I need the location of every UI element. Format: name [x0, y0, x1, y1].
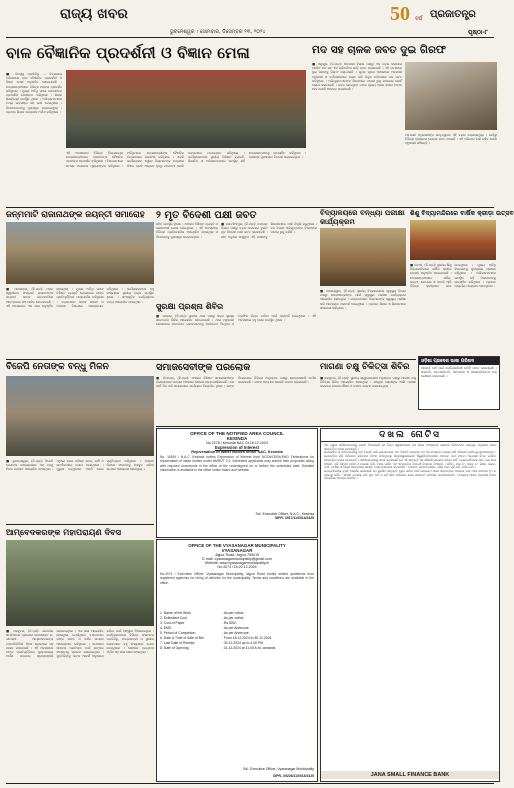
notice2-address: Jajpur Road, Jajpur-755019	[214, 553, 260, 557]
row-label: 2. Estimated Cost	[160, 616, 187, 620]
paper-name: ପ୍ରଜାତନ୍ତ୍ର	[430, 9, 476, 20]
notice1-office: OFFICE OF THE NOTIFIED AREA COUNCIL	[190, 431, 284, 436]
article-dead-birds: ■ ଜଗତସିଂହପୁର, (ନି.ପ୍ର): ଜଙ୍ଗଲ ବିଭାଗ ପକ୍ଷରୁ ଚଢ଼ଉ କରାଯାଇ ଦୁଇଟି ମୃତ ବିଦେଶୀ ପକ୍ଷୀ ଜବତ କରାଯାଇଛି । ଶୀତ ଋତୁରେ ଆସୁଥିବା ଏହି ପକ୍ଷୀଙ୍କୁ ଶିକାରୀମାନେ ମାରି ବିକ୍ରି କରୁଥିଲେ । ବନ ବିଭାଗ ଅଭିଯୁକ୍ତଙ୍କ ବିରୋଧରେ ମାମଲା ରୁଜୁ କରିଛି ।	[221, 222, 317, 239]
article-social-worker: ■ ନିମାପଡ଼ା, (ନି.ପ୍ର): ଅଞ୍ଚଳର ବିଶିଷ୍ଟ ସମାଜସେବୀଙ୍କ ପରଲୋକରେ ସମଗ୍ର ଅଞ୍ଚଳରେ ଶୋକର ଛାୟା ଖେଳିଯାଇଛି । ସେ ଦୀର୍ଘ ଦିନ ଧରି ସମାଜସେବା କାର୍ଯ୍ୟରେ ନିୟୋଜିତ ଥିଲେ । ତାଙ୍କ ବିୟୋଗରେ ବିଭିନ୍ନ ଅନୁଷ୍ଠାନ ପକ୍ଷରୁ ଶ୍ରଦ୍ଧାଞ୍ଜଳି ଅର୍ପଣ କରାଯାଇଛି । ତାଙ୍କ ଆତ୍ମାର ସଦଗତି କାମନା କରାଯାଇଛି ।	[156, 376, 316, 389]
headline-school-exam: ବିଦ୍ୟାଳୟରେ ବନ୍ଧ୍ୟା ପରୀକ୍ଷା କାର୍ଯ୍ୟକ୍ରମ	[320, 208, 405, 226]
notice1-ref: OIPR- 0917/11/0014/2425	[274, 516, 314, 520]
row-label: 1. Name of the Work	[160, 611, 192, 615]
anniversary-number: 50	[390, 3, 410, 25]
headline-sports-festival: ଶିଶୁ ବିଦ୍ୟାମନ୍ଦିରରେ ବାର୍ଷିକ କ୍ରୀଡ଼ା ଉତ୍ସବ	[410, 210, 514, 217]
notice1-title: Expression of Interest	[215, 445, 259, 450]
row-label: 5. Period of Completion	[160, 631, 196, 635]
photo-liquor-seizure	[405, 62, 497, 130]
headline-social-worker-death: ସମାଜସେବୀଙ୍କ ପରଲୋକ	[156, 362, 251, 373]
article-liquor-col1: ■ ଅନୁଗୁଳ, (ନି.ପ୍ର): ଅବକାରୀ ବିଭାଗ ପକ୍ଷରୁ ଏକ ଚଢ଼ଉ କରାଯାଇ ଅବୈଧ ମଦ ସହ ଏକ ଚାରିଚକିଆ ଗାଡ଼ି ଜବତ କରାଯାଇଛି । ଏହି ଘଟଣାରେ ଦୁଇ ଜଣଙ୍କୁ ଗିରଫ କରାଯାଇଛି । ଗୁପ୍ତ ସୂଚନା ଆଧାରରେ ଅବକାରୀ ଅଧିକାରୀ ଓ କର୍ମଚାରୀମାନେ ଚଢ଼ଉ କରି ବିପୁଳ ପରିମାଣର ମଦ ଜବତ କରିଥିଲେ । ଅଭିଯୁକ୍ତମାନଙ୍କ ବିରୋଧରେ ମାମଲା ରୁଜୁ କରାଯାଇ କୋର୍ଟ ଚାଲାଣ କରାଯାଇଛି । ଜବତ ହୋଇଥିବା ମଦର ମୂଲ୍ୟ ହଜାର ହଜାର ଟଙ୍କା ହେବ ବୋଲି ଆକଳନ କରାଯାଇଛି ।	[312, 62, 402, 92]
small-ad-text: ଆଗାମୀ ବର୍ଷ ପାଇଁ କାର୍ଯ୍ୟକାରିଣୀ କମିଟି ଗଠନ କରାଯାଇଛି । ସଭାପତି, ଉପ-ସଭାପତି, ସମ୍ପାଦକ ଓ ସଦସ୍ୟମାନଙ୍କ ନାମ ଘୋଷଣା କରାଯାଇଛି ।	[421, 366, 497, 379]
notice-vyasanagar	[156, 539, 318, 782]
article-jayanti: ■ ପାଳଲହଡ଼ା, (ନି.ପ୍ର): ମହାନ ସ୍ୱାଧୀନତା ସଂଗ୍ରାମୀ ରାଜାନାଥଙ୍କ ଜୟନ୍ତୀ ତାଙ୍କ ଜନ୍ମମାଟିରେ ଆଡ଼ମ୍ବରର ସହ ପାଳିତ ହୋଇଯାଇଛି । ଏହି ଅବସରରେ ଏକ ସଭା ଅନୁଷ୍ଠିତ ହୋଇଥିଲା । ମୁଖ୍ୟ ଅତିଥି ଭାବେ ବିଶିଷ୍ଟ ବ୍ୟକ୍ତି ଯୋଗଦେଇ ତାଙ୍କ ପ୍ରତିମୂର୍ତ୍ତିରେ ମାଲ୍ୟାର୍ପଣ କରିଥିଲେ । ବକ୍ତାମାନେ ତାଙ୍କ ଜୀବନୀ ଓ ଅବଦାନ ବିଷୟରେ ଆଲୋକପାତ କରିଥିଲେ । କାର୍ଯ୍ୟକ୍ରମରେ ବହୁ ସଂଖ୍ୟାରେ ସ୍ଥାନୀୟ ଲୋକ ଉପସ୍ଥିତ ଥିଲେ । ସାଂସ୍କୃତିକ କାର୍ଯ୍ୟକ୍ରମ ମଧ୍ୟ ଆୟୋଜିତ ହୋଇଥିଲା ।	[6, 287, 154, 308]
article-school-exam: ■ ବାଲେଶ୍ୱର, (ନି.ପ୍ର): ସ୍ଥାନୀୟ ବିଦ୍ୟାଳୟରେ ସ୍ୱାସ୍ଥ୍ୟ ବିଭାଗ ପକ୍ଷରୁ ଛାତ୍ରଛାତ୍ରୀଙ୍କ ପାଇଁ ସ୍ୱାସ୍ଥ୍ୟ ପରୀକ୍ଷା କାର୍ଯ୍ୟକ୍ରମ ଆୟୋଜିତ ହୋଇଥିଲା । ଡାକ୍ତରମାନେ ପିଲାମାନଙ୍କ ସ୍ୱାସ୍ଥ୍ୟ ପରୀକ୍ଷା କରି ଆବଶ୍ୟକ ପରାମର୍ଶ ଦେଇଥିଲେ । ପ୍ରଧାନ ଶିକ୍ଷକ ଓ ଶିକ୍ଷକମାନେ ସହଯୋଗ କରିଥିଲେ ।	[320, 289, 406, 310]
photo-bjp-meet	[6, 376, 154, 456]
headline-ambedkar: ଆମ୍ବେଦକରଙ୍କ ମହାପରାୟଣ ଦିବସ	[6, 527, 122, 537]
article-eye-camp: ■ କେନ୍ଦୁଝର, (ନି.ପ୍ର): ସ୍ଥାନୀୟ ସ୍ୱେଚ୍ଛାସେବୀ ଅନୁଷ୍ଠାନ ପକ୍ଷରୁ ମାଗଣା ଚକ୍ଷୁ ଚିକିତ୍ସା ଶିବିର ଆୟୋଜିତ ହୋଇଥିଲା । ଶତାଧିକ ରୋଗୀଙ୍କ ଆଖି ପରୀକ୍ଷା କରାଯାଇ ମାଗଣା ଔଷଧ ଓ ଚଷମା ବଣ୍ଟନ କରାଯାଇଥିଲା ।	[320, 376, 416, 389]
article-bjp-meet: ■ ଭୁବନେଶ୍ୱର, (ନି.ପ୍ର): ବିଜେପି ନେତାଙ୍କ ଉଦ୍ୟୋଗରେ ଏକ ବନ୍ଧୁ ମିଳନ ଉତ୍ସବ ଆୟୋଜିତ ହୋଇଥିଲା । ଏଥିରେ ଦଳର ବରିଷ୍ଠ ନେତା, କର୍ମୀ ଓ ସମର୍ଥକମାନେ ଯୋଗ ଦେଇଥିଲେ । ପୁରୁଣା ବନ୍ଧୁମାନେ ଏକାଠି ହୋଇ ସ୍ମୃତିଚାରଣ କରିଥିଲେ । ଆଗାମୀ ଦିନରେ ସଂଗଠନକୁ ମଜବୁତ କରିବା ଉପରେ ଆଲୋଚନା ହୋଇଥିଲା ।	[6, 459, 154, 472]
masthead-rule	[6, 37, 494, 38]
row-value: : As per notice	[222, 616, 244, 620]
row-value: : As per Annexure	[222, 626, 249, 630]
headline-liquor-seizure: ମଦ ସହ ଚାଳକ ଜବତ ଦୁଇ ଗିରଫ	[312, 44, 446, 56]
headline-science-fair: ବାଳ ବୈଜ୍ଞାନିକ ପ୍ରଦର୍ଶନୀ ଓ ବିଜ୍ଞାନ ମେଳା	[6, 44, 250, 62]
row-label: 6. Date & Time of Sale of Bid	[160, 636, 204, 640]
headline-dead-birds: ୨ ମୃତ ବିଦେଶୀ ପକ୍ଷୀ ଜବତ	[156, 210, 257, 221]
dakhal-intro: ଏହା ଦ୍ୱାରା ସର୍ବସାଧାରଣଙ୍କୁ ଜଣାଇ ଦିଆଯାଉଛି ଯେ ନିମ୍ନ ସ୍ୱାକ୍ଷରକାରୀ ଜନା ସ୍ମଲ ଫାଇନାନ୍ସ ବ୍ୟାଙ୍କ ଲିମିଟେଡର ପ୍ରାଧିକୃତ ଅଧିକାରୀ ଭାବେ ସମ୍ପତ୍ତିର ଦଖଲ ନେଇଛନ୍ତି ।	[324, 443, 496, 451]
row-label: 4. EMD	[160, 626, 172, 630]
row-label: 3. Cost of Paper	[160, 621, 185, 625]
article-science-fair-body: ଏହି ଅବସରରେ ବିଭିନ୍ନ ବିଦ୍ୟାଳୟର ଛାତ୍ରଛାତ୍ରୀମାନେ ସେମାନଙ୍କ ବୈଜ୍ଞାନିକ ପ୍ରକଳ୍ପ ପ୍ରଦର୍ଶନ କରିଥିଲେ । ବିଚାରକମାନେ ସମସ୍ତ ମଡେଲର ମୂଲ୍ୟାଙ୍କନ କରିଥିଲେ । ଅତିଥିମାନେ ଛାତ୍ରଛାତ୍ରୀଙ୍କ ବୈଜ୍ଞାନିକ ଚିନ୍ତାଧାରାର ପ୍ରଶଂସା କରିଥିଲେ । ଏଭଳି କାର୍ଯ୍ୟକ୍ରମ ଦ୍ୱାରା ପିଲାମାନଙ୍କ ମଧ୍ୟରେ ବିଜ୍ଞାନ ପ୍ରତି ଆଗ୍ରହ ବୃଦ୍ଧି ପାଇଥାଏ ବୋଲି ବକ୍ତାମାନେ ମତବ୍ୟକ୍ତ କରିଥିଲେ । କାର୍ଯ୍ୟକ୍ରମରେ ସ୍ଥାନୀୟ ବିଶିଷ୍ଟ ବ୍ୟକ୍ତି, ଶିକ୍ଷାବିତ୍ ଓ ଅଭିଭାବକମାନେ ଉପସ୍ଥିତ ରହି ଛାତ୍ରଛାତ୍ରୀଙ୍କୁ ଉତ୍ସାହିତ କରିଥିଲେ । ଶେଷରେ ପୁରସ୍କାର ବିତରଣ କରାଯାଇଥିଲା ।	[66, 151, 306, 168]
article-security-camp: ■ ଭଦ୍ରକ, (ନି.ପ୍ର): ସ୍ଥାନୀୟ ଥାନା ପକ୍ଷରୁ ସଡ଼କ ସୁରକ୍ଷା ସଚେତନତା ଶିବିର ଆୟୋଜିତ ହୋଇଯାଇଛି । ଥାନା ଅଧିକାରୀ ଯୋଗଦେଇ ଯାନବାହନ ଚାଳକମାନଙ୍କୁ ହେଲମେଟ ପିନ୍ଧିବା ଓ ଟ୍ରାଫିକ ନିୟମ ମାନିବା ପାଇଁ ପରାମର୍ଶ ଦେଇଥିଲେ । ଏହି ଅବସରରେ ବହୁ ଲୋକ ଉପସ୍ଥିତ ଥିଲେ ।	[156, 314, 316, 327]
notice2-letter: No.4074 / Dt.20.12.2024	[217, 565, 257, 569]
article-dead-birds-intro: ସହିତ ଉପସ୍ଥିତ ଥିଲେ । ଅଞ୍ଚଳର ବିଶିଷ୍ଟ ବ୍ୟକ୍ତି ଓ ଗ୍ରାମବାସୀ ଯୋଗ ଦେଇଥିଲେ । ଏହି ଅବସରରେ ବିଭିନ୍ନ ପ୍ରତିଯୋଗିତା ଆୟୋଜିତ ହୋଇଥିଲା ଓ ବିଜେତାଙ୍କୁ ପୁରସ୍କୃତ କରାଯାଇଥିଲା ।	[156, 222, 218, 239]
notice2-web: Website: www.vyasanagarmunicipality.in	[204, 561, 270, 565]
notice2-email: E-mail: vyasanagarmunicipality@gmail.com	[202, 557, 272, 561]
notice2-ref: OIPR- 09226/11/0015/2425	[272, 774, 314, 778]
headline-rajanath-jayanti: ଜନ୍ମମାଟି ରାଜାନାଥଙ୍କ ଜୟନ୍ତୀ ସମାରୋହ	[6, 210, 145, 220]
divider-notices	[156, 426, 498, 427]
notice2-table	[157, 609, 317, 653]
page-bottom-rule	[6, 783, 494, 784]
article-science-fair-col1: ■ ନିଜସ୍ୱ ପ୍ରତିନିଧି ... ବିଦ୍ୟାଳୟ ପରିସରରେ ବାଳ ବୈଜ୍ଞାନିକ ପ୍ରଦର୍ଶନୀ ଓ ବିଜ୍ଞାନ ମେଳା ଅନୁଷ୍ଠିତ ହୋଇଯାଇଛି । ଛାତ୍ରଛାତ୍ରୀମାନେ ବିଭିନ୍ନ ମଡେଲ ପ୍ରଦର୍ଶନ କରିଥିଲେ । ମୁଖ୍ୟ ଅତିଥି ଭାବେ ଯୋଗଦେଇ ପ୍ରଦର୍ଶନୀ ଉଦଘାଟନ କରିଥିଲେ । ଶିକ୍ଷକ ଶିକ୍ଷୟିତ୍ରୀ ଉପସ୍ଥିତ ଥିଲେ । ଅଭିଭାବକମାନେ ମଧ୍ୟ ଉତ୍ସାହର ସହ ଭାଗ ନେଇଥିଲେ । ବିଜେତାମାନଙ୍କୁ ପୁରସ୍କୃତ କରାଯାଇଥିଲା । ପ୍ରଧାନ ଶିକ୍ଷକ ଧନ୍ୟବାଦ ଅର୍ପଣ କରିଥିଲେ ।	[6, 72, 62, 114]
article-ambedkar: ■ କେନ୍ଦୁଝର, (ନି.ପ୍ର): ଭାରତୀୟ ସମ୍ବିଧାନର ପ୍ରଣେତା ବାବାସାହେବ ଡ. ଭୀମରାଓ ଆମ୍ବେଦକରଙ୍କ ମହାପରିନିର୍ବାଣ ଦିବସ ଶ୍ରଦ୍ଧାର ସହ ପାଳନ କରାଯାଇଛି । ଏହି ଅବସରରେ ତାଙ୍କ ପ୍ରତିମୂର୍ତ୍ତିରେ ପୁଷ୍ପମାଲ୍ୟ ଅର୍ପଣ କରାଯାଇ ଶ୍ରଦ୍ଧାଞ୍ଜଳି ଜଣାଯାଇଥିଲା । ଏକ ସଭା ଆୟୋଜିତ ହୋଇଥିଲା ଯେଉଁଥିରେ ବକ୍ତାମାନେ ତାଙ୍କ ଜୀବନ ଓ ଦର୍ଶନ ଉପରେ ଆଲୋକପାତ କରିଥିଲେ । ସମାଜରେ ସମାନତା ପ୍ରତିଷ୍ଠା ପାଇଁ ତାଙ୍କର ସଂଗ୍ରାମକୁ ସ୍ମରଣ କରାଯାଇଥିଲା । ଯୁବପିଢ଼ିଙ୍କୁ ତାଙ୍କ ଆଦର୍ଶ ଅନୁସରଣ କରିବା ପାଇଁ ଆହ୍ୱାନ ଦିଆଯାଇଥିଲା । କାର୍ଯ୍ୟକ୍ରମରେ ବିଭିନ୍ନ ସଂଗଠନର ପ୍ରତିନିଧି, ଛାତ୍ରଛାତ୍ରୀ ଓ ସ୍ଥାନୀୟ ଲୋକମାନେ ବହୁ ସଂଖ୍ୟାରେ ଯୋଗ ଦେଇଥିଲେ । ଶେଷରେ ଧନ୍ୟବାଦ ଅର୍ପଣ ସହ ସଭା ଶେଷ ହୋଇଥିଲା ।	[6, 629, 154, 659]
dakhal-heading: ଦଖଲ ନୋଟିସ	[321, 429, 499, 442]
notice2-sign: Sd/- Executive Officer, Vyasanagar Municipality	[242, 767, 314, 771]
row-value: : As per Annexure	[222, 631, 249, 635]
section-title: ରାଜ୍ୟ ଖବର	[60, 6, 128, 22]
notice1-letter: No.2278 / Kesinda NAC Dt.18.12.2024	[206, 441, 268, 445]
photo-ambedkar	[6, 540, 154, 626]
divider-row1	[6, 207, 494, 208]
row-label: 8. Date of Opening	[160, 646, 189, 650]
dakhal-text: ଏହା ଦ୍ୱାରା ସର୍ବସାଧାରଣଙ୍କୁ ଜଣାଇ ଦିଆଯାଉଛି ଯେ ନିମ୍ନ ସ୍ୱାକ୍ଷରକାରୀ ଜନା ସ୍ମଲ ଫାଇନାନ୍ସ ବ୍ୟାଙ୍କ ଲିମିଟେଡର ପ୍ରାଧିକୃତ ଅଧିକାରୀ ଭାବେ ସମ୍ପତ୍ତିର ଦଖଲ ନେଇଛନ୍ତି । ଋଣଗ୍ରହିତା ଓ ଜାମିନଦାରଙ୍କୁ ଦାବି ବିଜ୍ଞପ୍ତି ଜାରି କରାଯାଇଥିଲା ଏବଂ ବିଜ୍ଞପ୍ତି ଗ୍ରହଣର ୬୦ ଦିନ ମଧ୍ୟରେ ବକେୟା ରାଶି ପରିଶୋଧ କରିବାକୁ କୁହାଯାଇଥିଲା । ଋଣଗ୍ରହିତା ରାଶି ପରିଶୋଧ କରିବାରେ ବିଫଳ ହୋଇଥିବାରୁ ନିମ୍ନସ୍ୱାକ୍ଷରକାରୀ ସିକ୍ୟୁରିଟାଇଜେସନ ଆଇନର ଧାରା ୧୩(୪) ଅନୁଯାୟୀ ନିମ୍ନ ବର୍ଣ୍ଣିତ ସମ୍ପତ୍ତିର ଦଖଲ ନେଇଛନ୍ତି । ସର୍ବସାଧାରଣଙ୍କୁ ସତର୍କ କରାଯାଉଛି ଯେ ଏହି ସମ୍ପତ୍ତି ସହ କୌଣସି କାରବାର କରିବେ ନାହିଁ । ଋଣଗ୍ରହିତାଙ୍କ ନାମ, ଋଣ ଖାତା ସଂଖ୍ୟା, ଦାବି ବିଜ୍ଞପ୍ତି ତାରିଖ ଓ ବକେୟା ରାଶି, ଦଖଲ ତାରିଖ ଏବଂ ସମ୍ପତ୍ତିର ବିବରଣୀ ନିମ୍ନରେ ଦିଆଗଲା । ମୌଜା, ଖାତା ନଂ, ପ୍ଲଟ ନଂ, କିସମ, ରକବା, ଥାନା, ତହସିଲ ଓ ଜିଲ୍ଲା ସମ୍ବନ୍ଧୀୟ ସମସ୍ତ ତଥ୍ୟ ଉଲ୍ଲେଖ କରାଯାଇଛି । ଚଉହଦୀ: ଉତ୍ତର-ରାସ୍ତା, ଦକ୍ଷିଣ-ଘର, ପୂର୍ବ-ଜମି, ପଶ୍ଚିମ-ଜମି । ଋଣଗ୍ରହିତାଙ୍କ ଦୃଷ୍ଟି ଆକର୍ଷଣ କରାଯାଉଛି ଯେ ସୁରକ୍ଷିତ ସମ୍ପତ୍ତି ମୁକ୍ତ କରିବା ପାଇଁ ଉପଲବ୍ଧ ସମୟ ସମ୍ବନ୍ଧରେ ଆଇନର ଧାରା ୧୩ର ଉପଧାରା (୮) ର ବ୍ୟବସ୍ଥା ରହିଛି । ସମସ୍ତ ବକେୟା ରାଶି, ସୁଧ, ଖର୍ଚ୍ଚ ଓ ଚାର୍ଜ ସହିତ ପରିଶୋଧ କଲେ ସମ୍ପତ୍ତି ଫେରସ୍ତ କରାଯାଇପାରିବ । ଅନ୍ୟଥା ଆଇନ ଅନୁଯାୟୀ ନିଲାମ ପ୍ରକ୍ରିୟା ଆରମ୍ଭ କରାଯିବ ।	[324, 443, 496, 481]
photo-sports-festival	[410, 220, 496, 260]
notice-kesinda	[156, 428, 318, 538]
divider-row3	[6, 524, 154, 525]
row-value: : 31.12.2024 at 11.00 A.M. onwards	[222, 646, 276, 650]
row-value: : As per notice	[222, 611, 244, 615]
small-ad-heading: ଓଡ଼ିଶା ପ୍ରଦେଶ ଭାଷା ପରିଷଦ	[419, 357, 499, 365]
row-value: : From 18.12.2024 to 30.12.2024	[222, 636, 272, 640]
notice1-body: No. 11894 / N.A.C. Kesinda invites Expression of Interest from NGOs/CBOs/SHG Federations for rejuvenation of water bodies under AMRUT 2.0. Interested applicants may submit their proposals along with required documents in the office of the undersigned on or before the scheduled date. Detailed information is available in the office notice board and website.	[160, 455, 314, 472]
date-line: ଭୁବନେଶ୍ୱର । ସୋମବାର, ଡିସେମ୍ବର ୨୩, ୨୦୨୪	[170, 29, 266, 35]
small-ad-box	[418, 356, 500, 410]
row-label: 7. Last Date of Receipt	[160, 641, 195, 645]
notice1-subtitle: Rejuvenation of Water Bodies under NAC, Kesinda	[191, 450, 283, 454]
headline-eye-camp: ମାଗଣା ଚକ୍ଷୁ ଚିକିତ୍ସା ଶିବିର	[320, 362, 410, 372]
article-liquor-col2: ଅବକାରୀ ଅଧିକାରୀଙ୍କ ନେତୃତ୍ୱରେ ଏହି ଚଢ଼ଉ କରାଯାଇଥିଲା । ଗାଡ଼ିରୁ ବିଭିନ୍ନ ବ୍ରାଣ୍ଡର ବୋତଲ ଜବତ ହୋଇଛି । ଏହି ଅଭିଯାନ ଜାରି ରହିବ ବୋଲି ଅଧିକାରୀ କହିଛନ୍ତି ।	[405, 133, 497, 146]
photo-school-exam	[320, 228, 406, 286]
page-number: ପୃଷ୍ଠା-୮	[468, 29, 488, 36]
notice1-sign: Sd/- Executive Officer, N.A.C., Kesinda	[255, 512, 314, 516]
row-value: : Rs.500/-	[222, 621, 237, 625]
article-sports-festival: ■ ଜଟଣୀ, (ନି.ପ୍ର): ସ୍ଥାନୀୟ ଶିଶୁ ବିଦ୍ୟାମନ୍ଦିରରେ ବାର୍ଷିକ କ୍ରୀଡ଼ା ଉତ୍ସବ ଅନୁଷ୍ଠିତ ହୋଇଯାଇଛି । ଛାତ୍ରଛାତ୍ରୀମାନେ ଦୌଡ଼, ଲମ୍ଫ, ଖୋ-ଖୋ ଓ କବାଡ଼ି ଆଦି ବିଭିନ୍ନ କ୍ରୀଡ଼ାରେ ଭାଗ ନେଇଥିଲେ । ମୁଖ୍ୟ ଅତିଥି ବିଜେତାଙ୍କୁ ପୁରସ୍କାର ପ୍ରଦାନ କରିଥିଲେ । ଅଭିଭାବକମାନେ ଉପସ୍ଥିତ ରହି ପିଲାମାନଙ୍କୁ ଉତ୍ସାହିତ କରିଥିଲେ । ପ୍ରଧାନ ଆଚାର୍ଯ୍ୟ ଧନ୍ୟବାଦ ଦେଇଥିଲେ ।	[410, 263, 496, 289]
notice2-place: VYASANAGAR	[221, 548, 253, 553]
headline-bjp-meet: ବିଜେପି ନେତାଙ୍କ ବନ୍ଧୁ ମିଳନ	[6, 362, 109, 372]
notice2-body: No.4074 / Executive Officer, Vyasanagar Municipality, Jajpur Road invites sealed quotations from registered agencies for hiring of vehicles for the municipality. Terms and conditions are available in the office.	[160, 572, 314, 585]
masthead	[0, 0, 500, 42]
notice2-row	[160, 646, 314, 651]
anniversary-word: ବର୍ଷ	[415, 16, 423, 22]
notice2-office: OFFICE OF THE VYASANAGAR MUNICIPALITY	[188, 543, 286, 548]
dakhal-bank: JANA SMALL FINANCE BANK	[321, 771, 499, 779]
divider-row2	[6, 359, 416, 360]
anniversary-logo	[390, 3, 430, 27]
headline-security-camp: ସୁରକ୍ଷା ପ୍ରଶ୍ନା ଶିବିର	[156, 302, 224, 311]
notice1-place: KESINDA	[226, 436, 248, 441]
row-value: : 30.12.2024 up to 4.00 PM	[222, 641, 263, 645]
photo-jayanti	[6, 222, 154, 284]
photo-science-fair	[66, 70, 306, 148]
dakhal-notice	[320, 428, 500, 782]
